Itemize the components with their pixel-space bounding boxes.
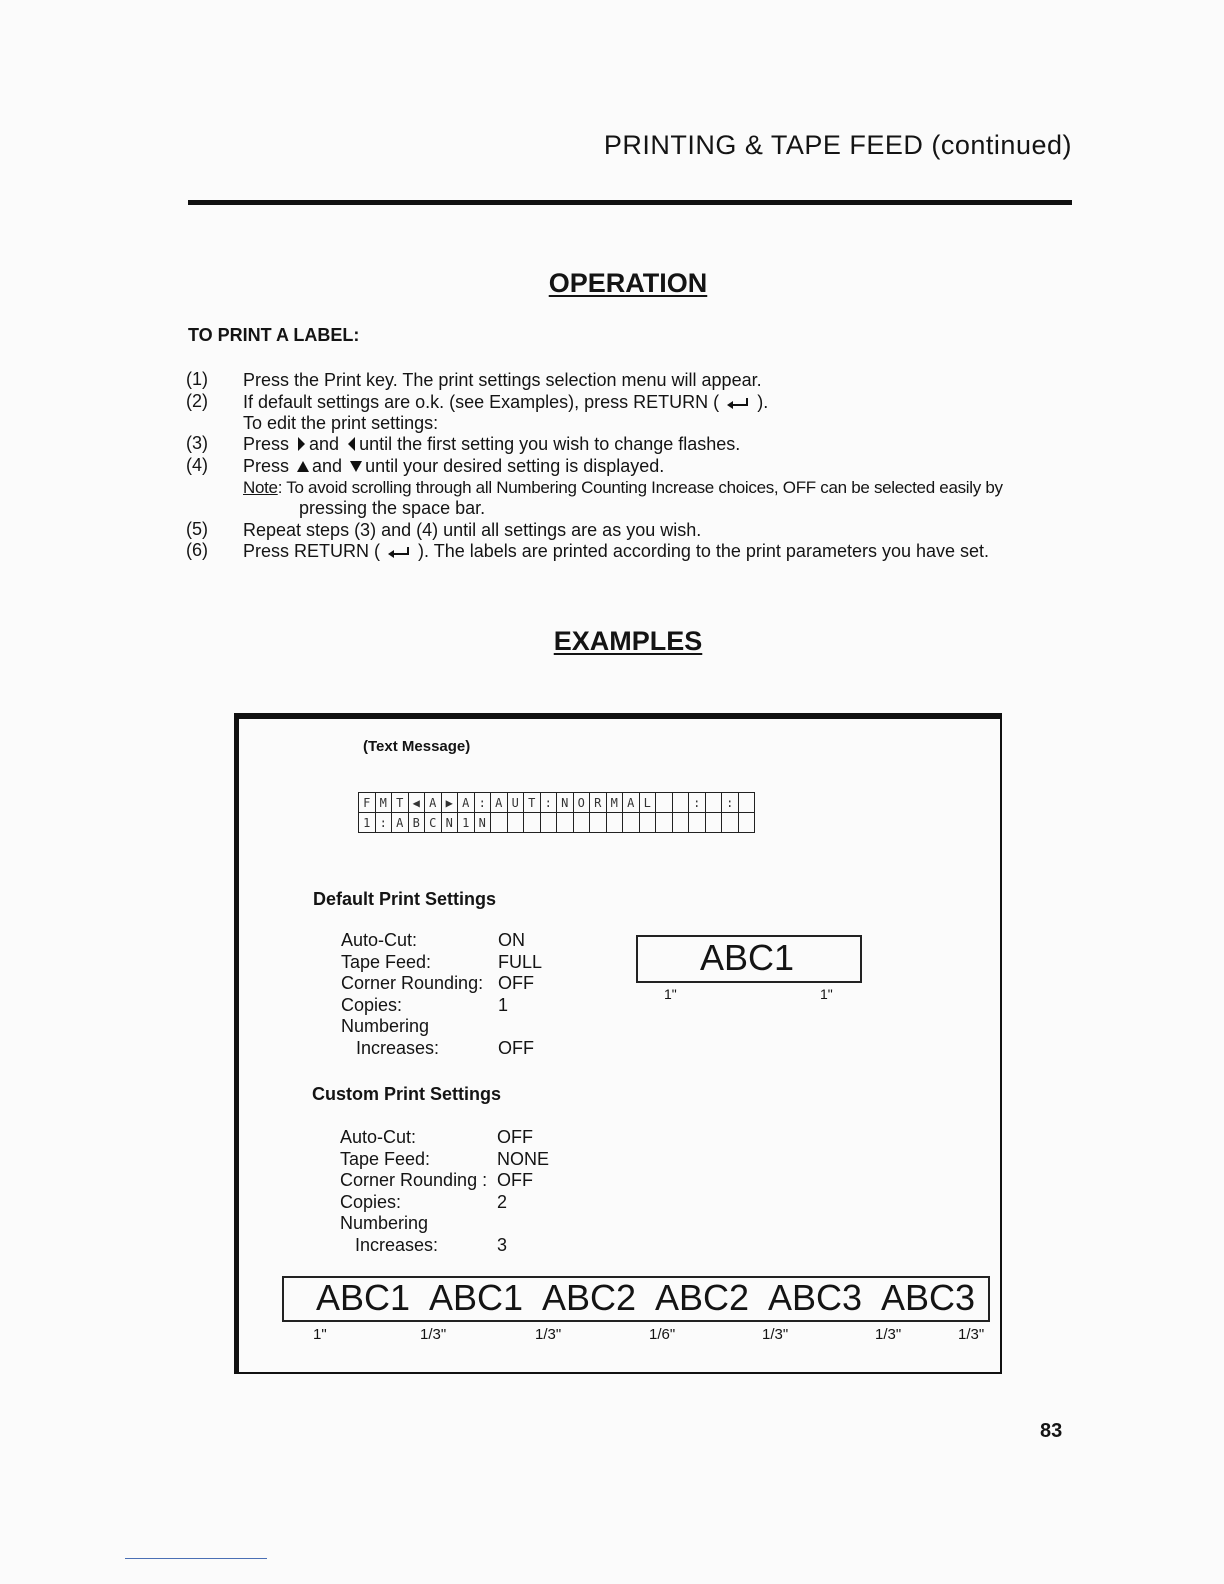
setting-value: OFF [497, 1127, 533, 1147]
lcd-cell: : [689, 793, 706, 813]
setting-label: Copies: [341, 994, 403, 1015]
left-arrow-key-icon [348, 437, 355, 451]
lcd-cell: N [474, 813, 491, 833]
note-continuation: pressing the space bar. [299, 498, 486, 518]
step-text [243, 434, 740, 455]
dimension-right: 1" [820, 986, 833, 1002]
lcd-cell: N [441, 813, 458, 833]
custom-label-text: ABC1 [316, 1277, 411, 1318]
step-number: (5) [186, 519, 208, 539]
custom-label-text: ABC3 [768, 1277, 863, 1318]
lcd-cell [623, 813, 640, 833]
to-print-subheading: TO PRINT A LABEL: [188, 325, 360, 345]
lcd-cell [705, 813, 722, 833]
lcd-cell [656, 793, 673, 813]
lcd-cell [540, 813, 557, 833]
setting-value: 3 [497, 1234, 508, 1255]
setting-value: 2 [497, 1191, 508, 1212]
setting-label: Numbering [341, 1016, 430, 1036]
step-text-pre: Press [243, 456, 290, 476]
lcd-cell [672, 793, 689, 813]
step-text: Repeat steps (3) and (4) until all settings are as you wish. [243, 520, 702, 540]
lcd-cell: : [474, 793, 491, 813]
step-text: Press the Print key. The print settings selection menu will appear. [243, 370, 762, 390]
lcd-cell [722, 813, 739, 833]
lcd-cell: A [491, 793, 508, 813]
step-number: (4) [186, 455, 208, 475]
setting-label: Auto-Cut: [340, 1127, 417, 1147]
setting-value: NONE [497, 1148, 550, 1169]
return-key-icon [388, 547, 410, 557]
lcd-cell [705, 793, 722, 813]
lcd-cell: 1 [359, 813, 376, 833]
step-text [243, 541, 989, 562]
lcd-cell: N [557, 793, 574, 813]
custom-dimension: 1/3" [535, 1326, 562, 1343]
lcd-cell: 1 [458, 813, 475, 833]
custom-dimension: 1/3" [958, 1326, 985, 1343]
lcd-display [358, 792, 755, 833]
step-text-pre: Press RETURN ( [243, 541, 381, 561]
lcd-cell: : [722, 793, 739, 813]
lcd-cell [738, 813, 755, 833]
note-text: To avoid scrolling through all Numbering Counting Increase choices, OFF can be selected easily by [286, 478, 1003, 497]
custom-dimension: 1/6" [649, 1326, 676, 1343]
custom-dimension: 1/3" [762, 1326, 789, 1343]
lcd-cell: B [408, 813, 425, 833]
step-text-post: until your desired setting is displayed. [365, 456, 665, 476]
setting-value: FULL [498, 951, 543, 972]
setting-value: 1 [498, 994, 509, 1015]
lcd-cell: : [540, 793, 557, 813]
default-label-text: ABC1 [699, 937, 795, 978]
lcd-cell [672, 813, 689, 833]
lcd-cell [639, 813, 656, 833]
custom-label-text: ABC3 [881, 1277, 976, 1318]
page-header-title: PRINTING & TAPE FEED (continued) [603, 130, 1072, 160]
step-text-pre: Press [243, 434, 290, 454]
lcd-cell [689, 813, 706, 833]
lcd-cell: : [375, 813, 392, 833]
lcd-cell [573, 813, 590, 833]
setting-label: Tape Feed: [340, 1148, 431, 1169]
step-number: (2) [186, 391, 208, 411]
note [243, 478, 1003, 498]
lcd-cell: T [392, 793, 409, 813]
lcd-cell: F [359, 793, 376, 813]
step-text-post: until the first setting you wish to change flashes. [359, 434, 741, 454]
lcd-cell [524, 813, 541, 833]
setting-label: Corner Rounding: [341, 973, 484, 993]
custom-label-text: ABC2 [655, 1277, 750, 1318]
lcd-cell: L [639, 793, 656, 813]
lcd-cell: ▶ [441, 793, 458, 813]
step-number: (6) [186, 540, 208, 560]
lcd-cell: C [425, 813, 442, 833]
step-text-post: ). [757, 392, 769, 412]
lcd-cell: ◀ [408, 793, 425, 813]
up-arrow-key-icon [297, 461, 309, 472]
lcd-cell: O [573, 793, 590, 813]
setting-value: ON [498, 930, 525, 950]
lcd-cell: M [375, 793, 392, 813]
lcd-cell: A [623, 793, 640, 813]
lcd-cell [590, 813, 607, 833]
lcd-cell: A [392, 813, 409, 833]
lcd-cell: U [507, 793, 524, 813]
right-arrow-key-icon [298, 437, 305, 451]
lcd-cell [491, 813, 508, 833]
setting-value: OFF [498, 973, 534, 993]
return-key-icon [727, 398, 749, 408]
lcd-cell [557, 813, 574, 833]
lcd-cell: A [425, 793, 442, 813]
setting-label: Increases: [355, 1234, 439, 1255]
setting-label: Numbering [340, 1213, 429, 1233]
note-colon: : [277, 478, 283, 497]
lcd-cell: A [458, 793, 475, 813]
lcd-cell [507, 813, 524, 833]
lcd-row [359, 813, 755, 833]
custom-label-text: ABC2 [542, 1277, 637, 1318]
page-number: 83 [1040, 1420, 1063, 1442]
footer-rule [125, 1558, 267, 1559]
text-message-label: (Text Message) [363, 738, 471, 755]
note-label: Note [243, 478, 278, 497]
custom-settings-title: Custom Print Settings [312, 1084, 502, 1104]
custom-dimension: 1/3" [875, 1326, 902, 1343]
setting-value: OFF [498, 1037, 534, 1058]
operation-title: OPERATION [548, 268, 708, 298]
setting-value: OFF [497, 1170, 533, 1190]
custom-dimension: 1" [313, 1326, 327, 1343]
lcd-cell [738, 793, 755, 813]
lcd-cell [656, 813, 673, 833]
header-rule [188, 200, 1072, 205]
step-text-mid: and [309, 434, 340, 454]
step-text-post: ). The labels are printed according to the print parameters you have set. [418, 541, 990, 561]
step-number: (3) [186, 433, 208, 453]
custom-label-text: ABC1 [429, 1277, 524, 1318]
examples-title: EXAMPLES [553, 626, 703, 656]
setting-label: Tape Feed: [341, 951, 432, 972]
setting-label: Increases: [356, 1037, 440, 1058]
custom-dimension: 1/3" [420, 1326, 447, 1343]
lcd-cell [606, 813, 623, 833]
step-text [243, 456, 664, 477]
step-text-mid: and [312, 456, 343, 476]
down-arrow-key-icon [350, 461, 362, 472]
step-subtext: To edit the print settings: [243, 413, 439, 433]
lcd-cell: T [524, 793, 541, 813]
default-settings-title: Default Print Settings [313, 889, 497, 909]
dimension-left: 1" [664, 986, 677, 1002]
setting-label: Auto-Cut: [341, 930, 418, 950]
setting-label: Corner Rounding : [340, 1170, 488, 1190]
step-text-pre: If default settings are o.k. (see Examples), press RETURN ( [243, 392, 720, 412]
lcd-row [359, 793, 755, 813]
step-text [243, 392, 768, 413]
step-number: (1) [186, 369, 208, 389]
lcd-cell: R [590, 793, 607, 813]
setting-label: Copies: [340, 1191, 402, 1212]
lcd-cell: M [606, 793, 623, 813]
